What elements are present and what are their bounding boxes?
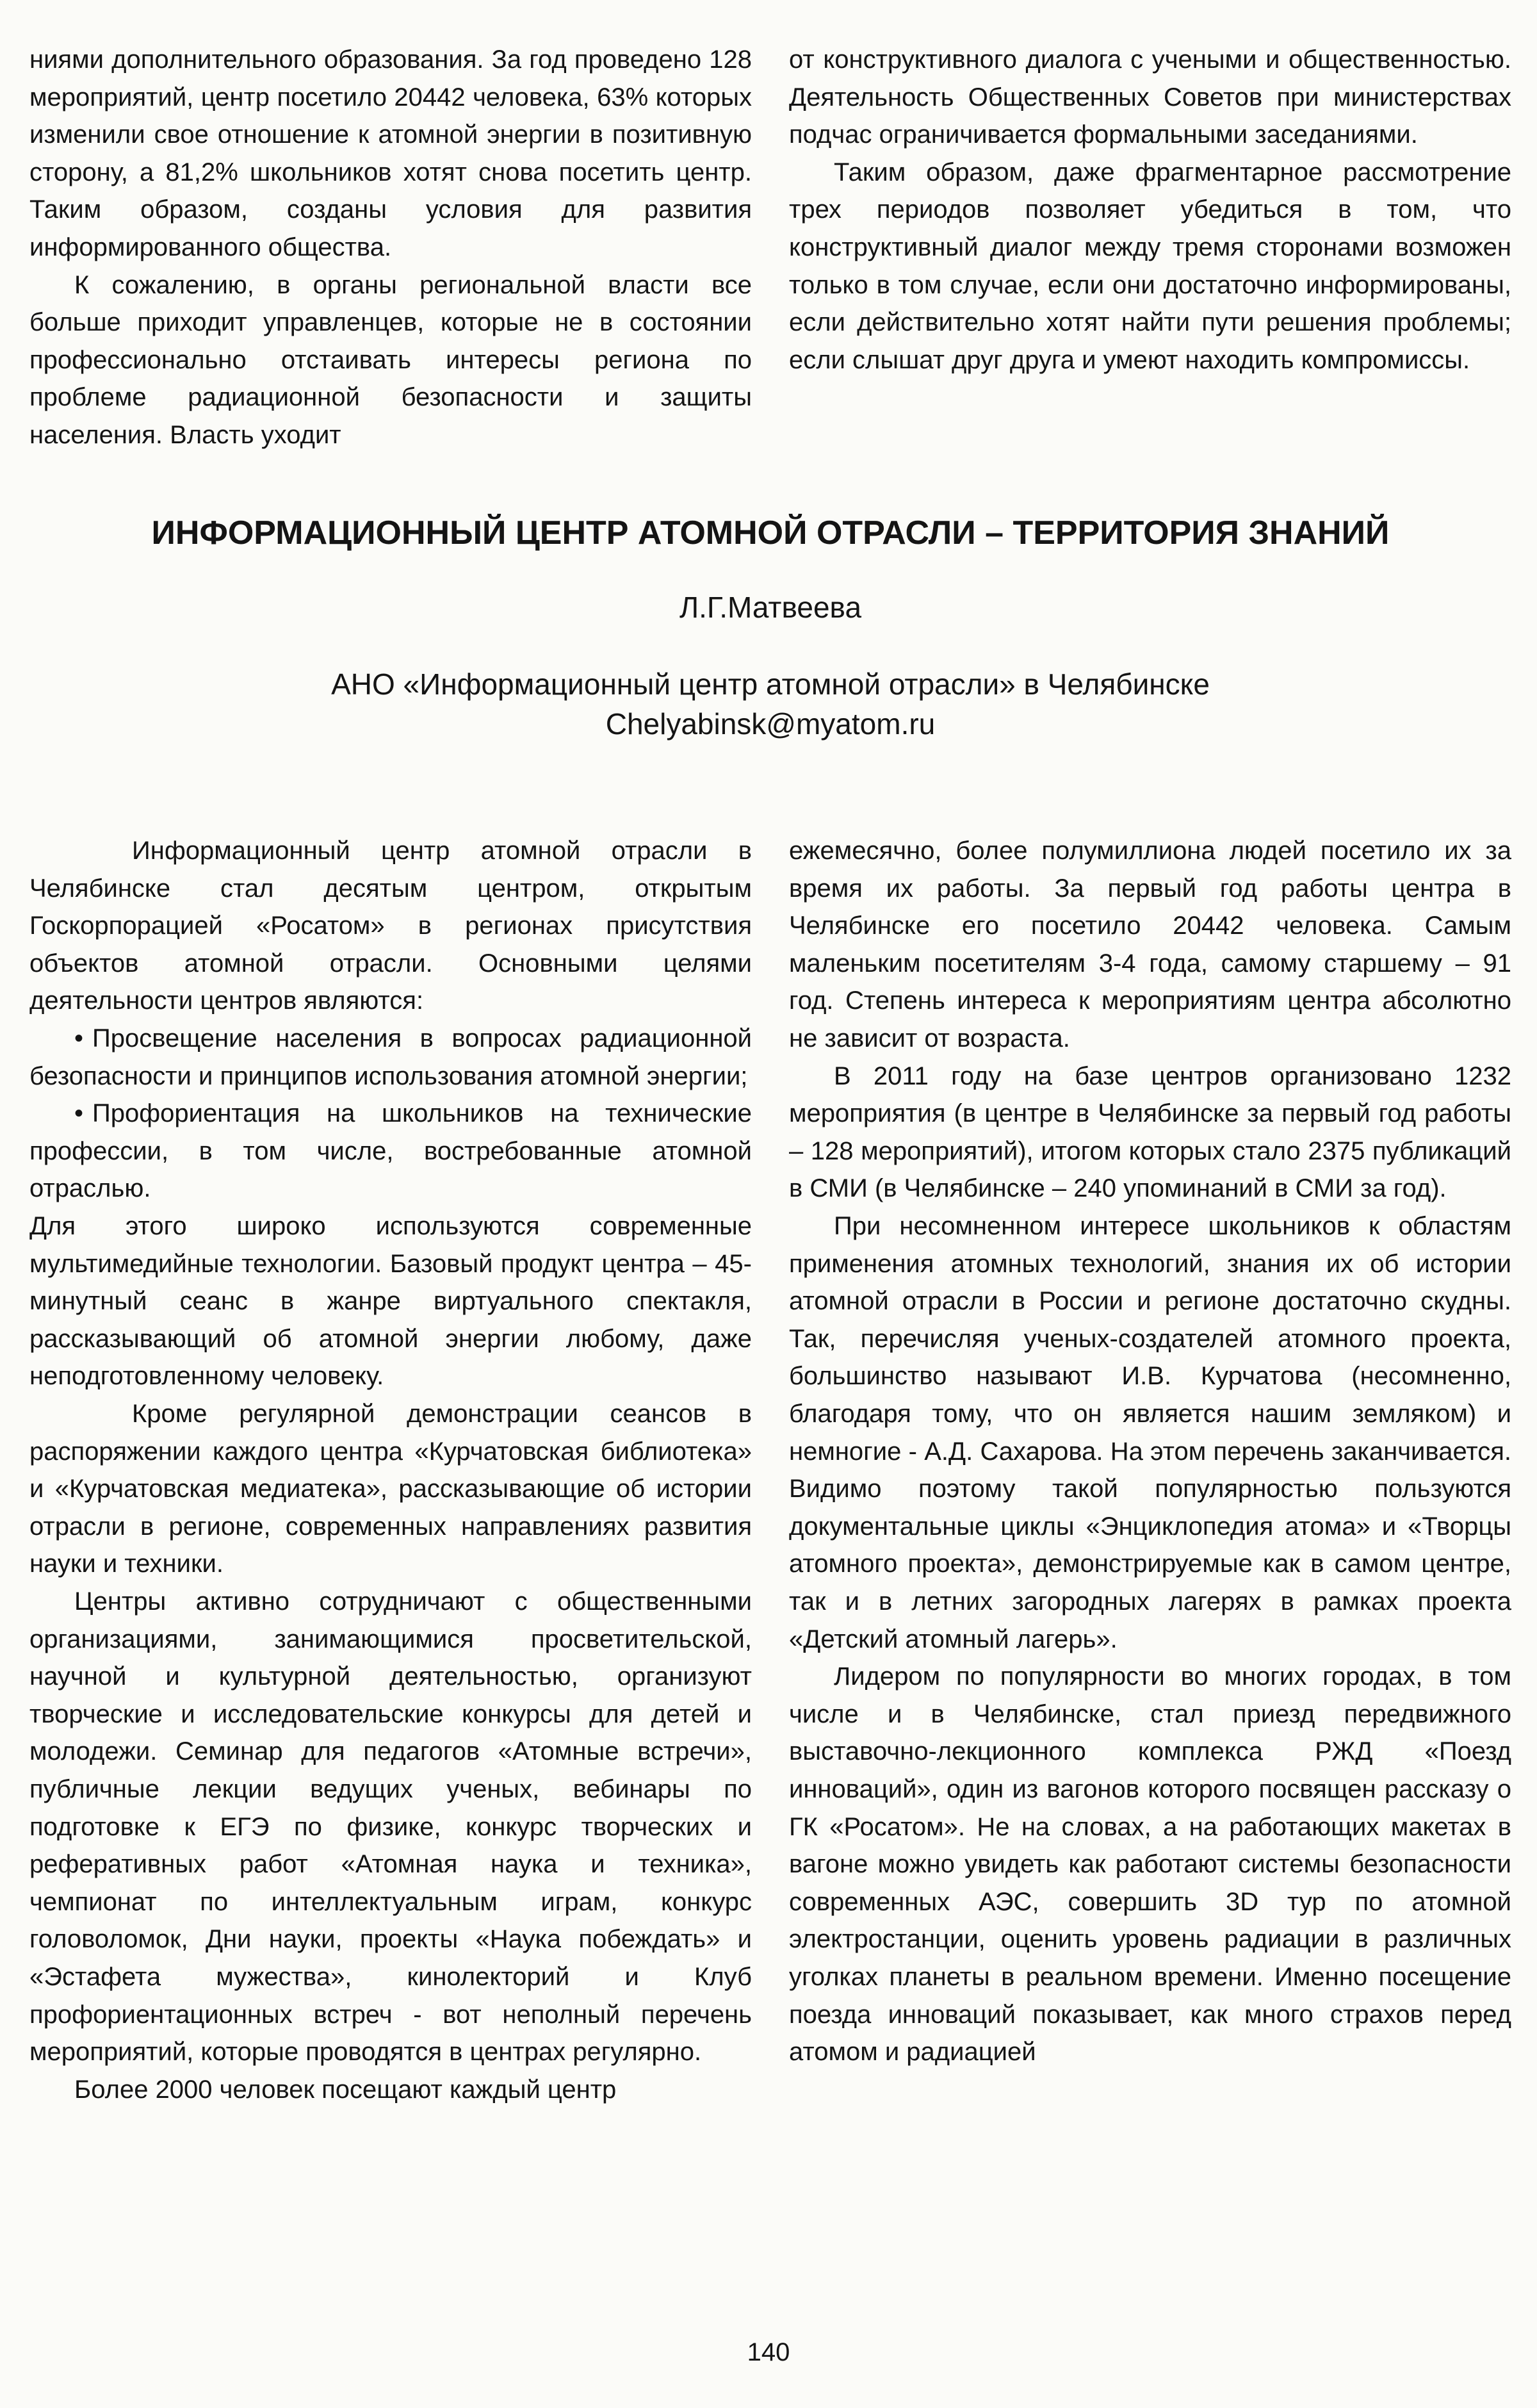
paragraph: В 2011 году на базе центров организовано 1232 мероприятия (в центре в Челябинске за первый год работы – 128 мероприятий), итогом которых стало 2375 публикаций в СМИ (в Челябинске – 240 упоминаний в СМИ за год).	[789, 1061, 1511, 1203]
article-email: Chelyabinsk@myatom.ru	[605, 707, 936, 741]
article-title: ИНФОРМАЦИОННЫЙ ЦЕНТР АТОМНОЙ ОТРАСЛИ – ТЕРРИТОРИЯ ЗНАНИЙ	[151, 514, 1390, 552]
paragraph: К сожалению, в органы региональной власти все больше приходит управленцев, которые не в состоянии профессионально отстаивать интересы региона по проблеме радиационной безопасности и защиты населения. Власть уходит	[29, 270, 752, 449]
top-section	[29, 41, 1511, 454]
paragraph: Центры активно сотрудничают с общественными организациями, занимающимися просветительской, научной и культурной деятельностью, организуют творческие и исследовательские конкурсы для детей и молодежи. Семинар для педагогов «Атомные встречи», публичные лекции ведущих ученых, вебинары по подготовке к ЕГЭ по физике, конкурс творческих и реферативных работ «Атомная наука и техника», чемпионат по интеллектуальным играм, конкурс головоломок, Дни науки, проекты «Наука побеждать» и «Эстафета мужества», кинолекторий и Клуб профориентационных встреч - вот неполный перечень мероприятий, которые проводятся в центрах регулярно.	[29, 1587, 752, 2067]
bullet-item: • Профориентация на школьников на технические профессии, в том числе, востребованные атомной отраслью.	[29, 1099, 752, 1203]
paragraph: Кроме регулярной демонстрации сеансов в распоряжении каждого центра «Курчатовская библиотека» и «Курчатовская медиатека», рассказывающие об истории отрасли в регионе, современных направлениях развития науки и техники.	[29, 1400, 752, 1578]
top-left-column	[29, 41, 752, 454]
paragraph: При несомненном интересе школьников к областям применения атомных технологий, знания их об истории атомной отрасли в России и регионе достаточно скудны. Так, перечисляя ученых-создателей атомного проекта, большинство называют И.В. Курчатова (несомненно, благодаря тому, что он является нашим земляком) и немногие - А.Д. Сахарова. На этом перечень заканчивается. Видимо поэтому такой популярностью пользуются документальные циклы «Энциклопедия атома» и «Творцы атомного проекта», демонстрируемые как в самом центре, так и в летних загородных лагерях в рамках проекта «Детский атомный лагерь».	[789, 1212, 1511, 1653]
paragraph: от конструктивного диалога с учеными и общественностью. Деятельность Общественных Советов при министерствах подчас ограничивается формальными заседаниями.	[789, 45, 1511, 149]
bullet-icon: •	[74, 1099, 84, 1128]
article-body	[29, 832, 1511, 2108]
article-heading	[29, 513, 1511, 744]
paragraph: Лидером по популярности во многих городах, в том числе и в Челябинске, стал приезд передвижного выставочно-лекционного комплекса РЖД «Поезд инноваций», один из вагонов которого посвящен рассказу о ГК «Росатом». Не на словах, а на работающих макетах в вагоне можно увидеть как работают системы безопасности современных АЭС, совершить 3D тур по атомной электростанции, оценить уровень радиации в различных уголках планеты в реальном времени. Именно посещение поезда инноваций показывает, как много страхов перед атомом и радиацией	[789, 1662, 1511, 2067]
paragraph: Для этого широко используются современные мультимедийные технологии. Базовый продукт центра – 45-минутный сеанс в жанре виртуального спектакля, рассказывающий об атомной энергии любому, даже неподготовленному человеку.	[29, 1212, 752, 1391]
paragraph: ежемесячно, более полумиллиона людей посетило их за время их работы. За первый год работы центра в Челябинске его посетило 20442 человека. Самым маленьким посетителям 3-4 года, самому старшему – 91 год. Степень интереса к мероприятиям центра абсолютно не зависит от возраста.	[789, 837, 1511, 1053]
bullet-icon: •	[74, 1024, 84, 1053]
article-affiliation: АНО «Информационный центр атомной отрасли» в Челябинске	[331, 667, 1210, 701]
paragraph: ниями дополнительного образования. За год проведено 128 мероприятий, центр посетило 20442 человека, 63% которых изменили свое отношение к атомной энергии в позитивную сторону, а 81,2% школьников хотят снова посетить центр. Таким образом, созданы условия для развития информированного общества.	[29, 45, 752, 261]
paragraph: Таким образом, даже фрагментарное рассмотрение трех периодов позволяет убедиться в том, что конструктивный диалог между тремя сторонами возможен только в том случае, если они достаточно информированы, если действительно хотят найти пути решения проблемы; если слышат друг друга и умеют находить компромиссы.	[789, 158, 1511, 374]
paragraph: Более 2000 человек посещают каждый центр	[74, 2075, 617, 2104]
page-number: 140	[747, 2338, 790, 2366]
body-right-column	[789, 832, 1511, 2108]
paragraph: Информационный центр атомной отрасли в Челябинске стал десятым центром, открытым Госкорпорацией «Росатом» в регионах присутствия объектов атомной отрасли. Основными целями деятельности центров являются:	[29, 837, 752, 1015]
top-right-column	[789, 41, 1511, 454]
bullet-item: • Просвещение населения в вопросах радиационной безопасности и принципов использования атомной энергии;	[29, 1024, 752, 1090]
body-left-column	[29, 832, 752, 2108]
article-author: Л.Г.Матвеева	[679, 590, 862, 624]
